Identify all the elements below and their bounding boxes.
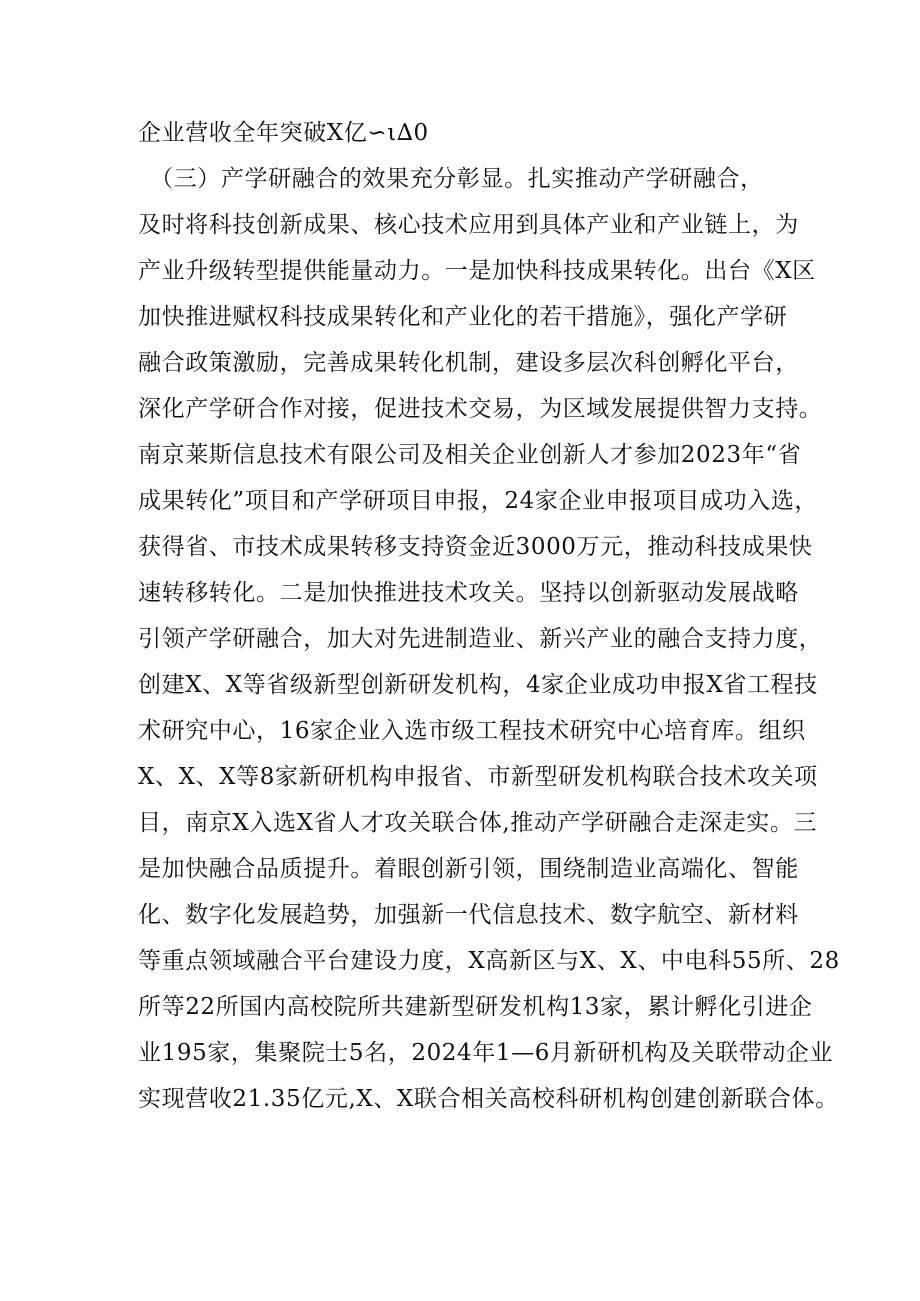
text-line: 融合政策激励，完善成果转化机制，建设多层次科创孵化平台， — [138, 350, 799, 376]
text-line: 速转移转化。二是加快推进技术攻关。坚持以创新驱动发展战略 — [138, 580, 799, 606]
text-line: 加快推进赋权科技成果转化和产业化的若干措施》，强化产学研 — [138, 304, 788, 330]
text-line: 术研究中心，16家企业入选市级工程技术研究中心培育库。组织 — [138, 718, 806, 744]
text-line: 及时将科技创新成果、核心技术应用到具体产业和产业链上，为 — [138, 212, 799, 238]
text-line: 成果转化”项目和产学研项目申报，24家企业申报项目成功入选， — [138, 488, 819, 514]
text-line: 企业营收全年突破X亿∽ι∆0 — [138, 120, 429, 146]
text-line: 南京莱斯信息技术有限公司及相关企业创新人才参加2023年“省 — [138, 442, 802, 468]
text-line: X、X、X等8家新研机构申报省、市新型研发机构联合技术攻关项 — [138, 764, 818, 790]
text-line: 实现营收21.35亿元,X、X联合相关高校科研机构创建创新联合体。 — [138, 1086, 839, 1112]
text-line: 引领产学研融合，加大对先进制造业、新兴产业的融合支持力度， — [138, 626, 823, 652]
text-line: 所等22所国内高校院所共建新型研发机构13家，累计孵化引进企 — [138, 994, 813, 1020]
text-line: 产业升级转型提供能量动力。一是加快科技成果转化。出台《X区 — [138, 258, 816, 284]
text-line: 业195家，集聚院士5名，2024年1—6月新研机构及关联带动企业 — [138, 1040, 834, 1066]
text-line: 创建X、X等省级新型创新研发机构，4家企业成功申报X省工程技 — [138, 672, 818, 698]
text-line: 目，南京X入选X省人才攻关联合体,推动产学研融合走深走实。三 — [138, 810, 818, 836]
text-line: 获得省、市技术成果转移支持资金近3000万元，推动科技成果快 — [138, 534, 813, 560]
text-line: 是加快融合品质提升。着眼创新引领，围绕制造业高端化、智能 — [138, 856, 799, 882]
text-line: 深化产学研合作对接，促进技术交易，为区域发展提供智力支持。 — [138, 396, 823, 422]
section-heading-line: （三）产学研融合的效果充分彰显。扎实推动产学研融合， — [138, 166, 764, 192]
text-line: 化、数字化发展趋势，加强新一代信息技术、数字航空、新材料 — [138, 902, 799, 928]
text-line: 等重点领域融合平台建设力度，X高新区与X、X、中电科55所、28 — [138, 948, 840, 974]
